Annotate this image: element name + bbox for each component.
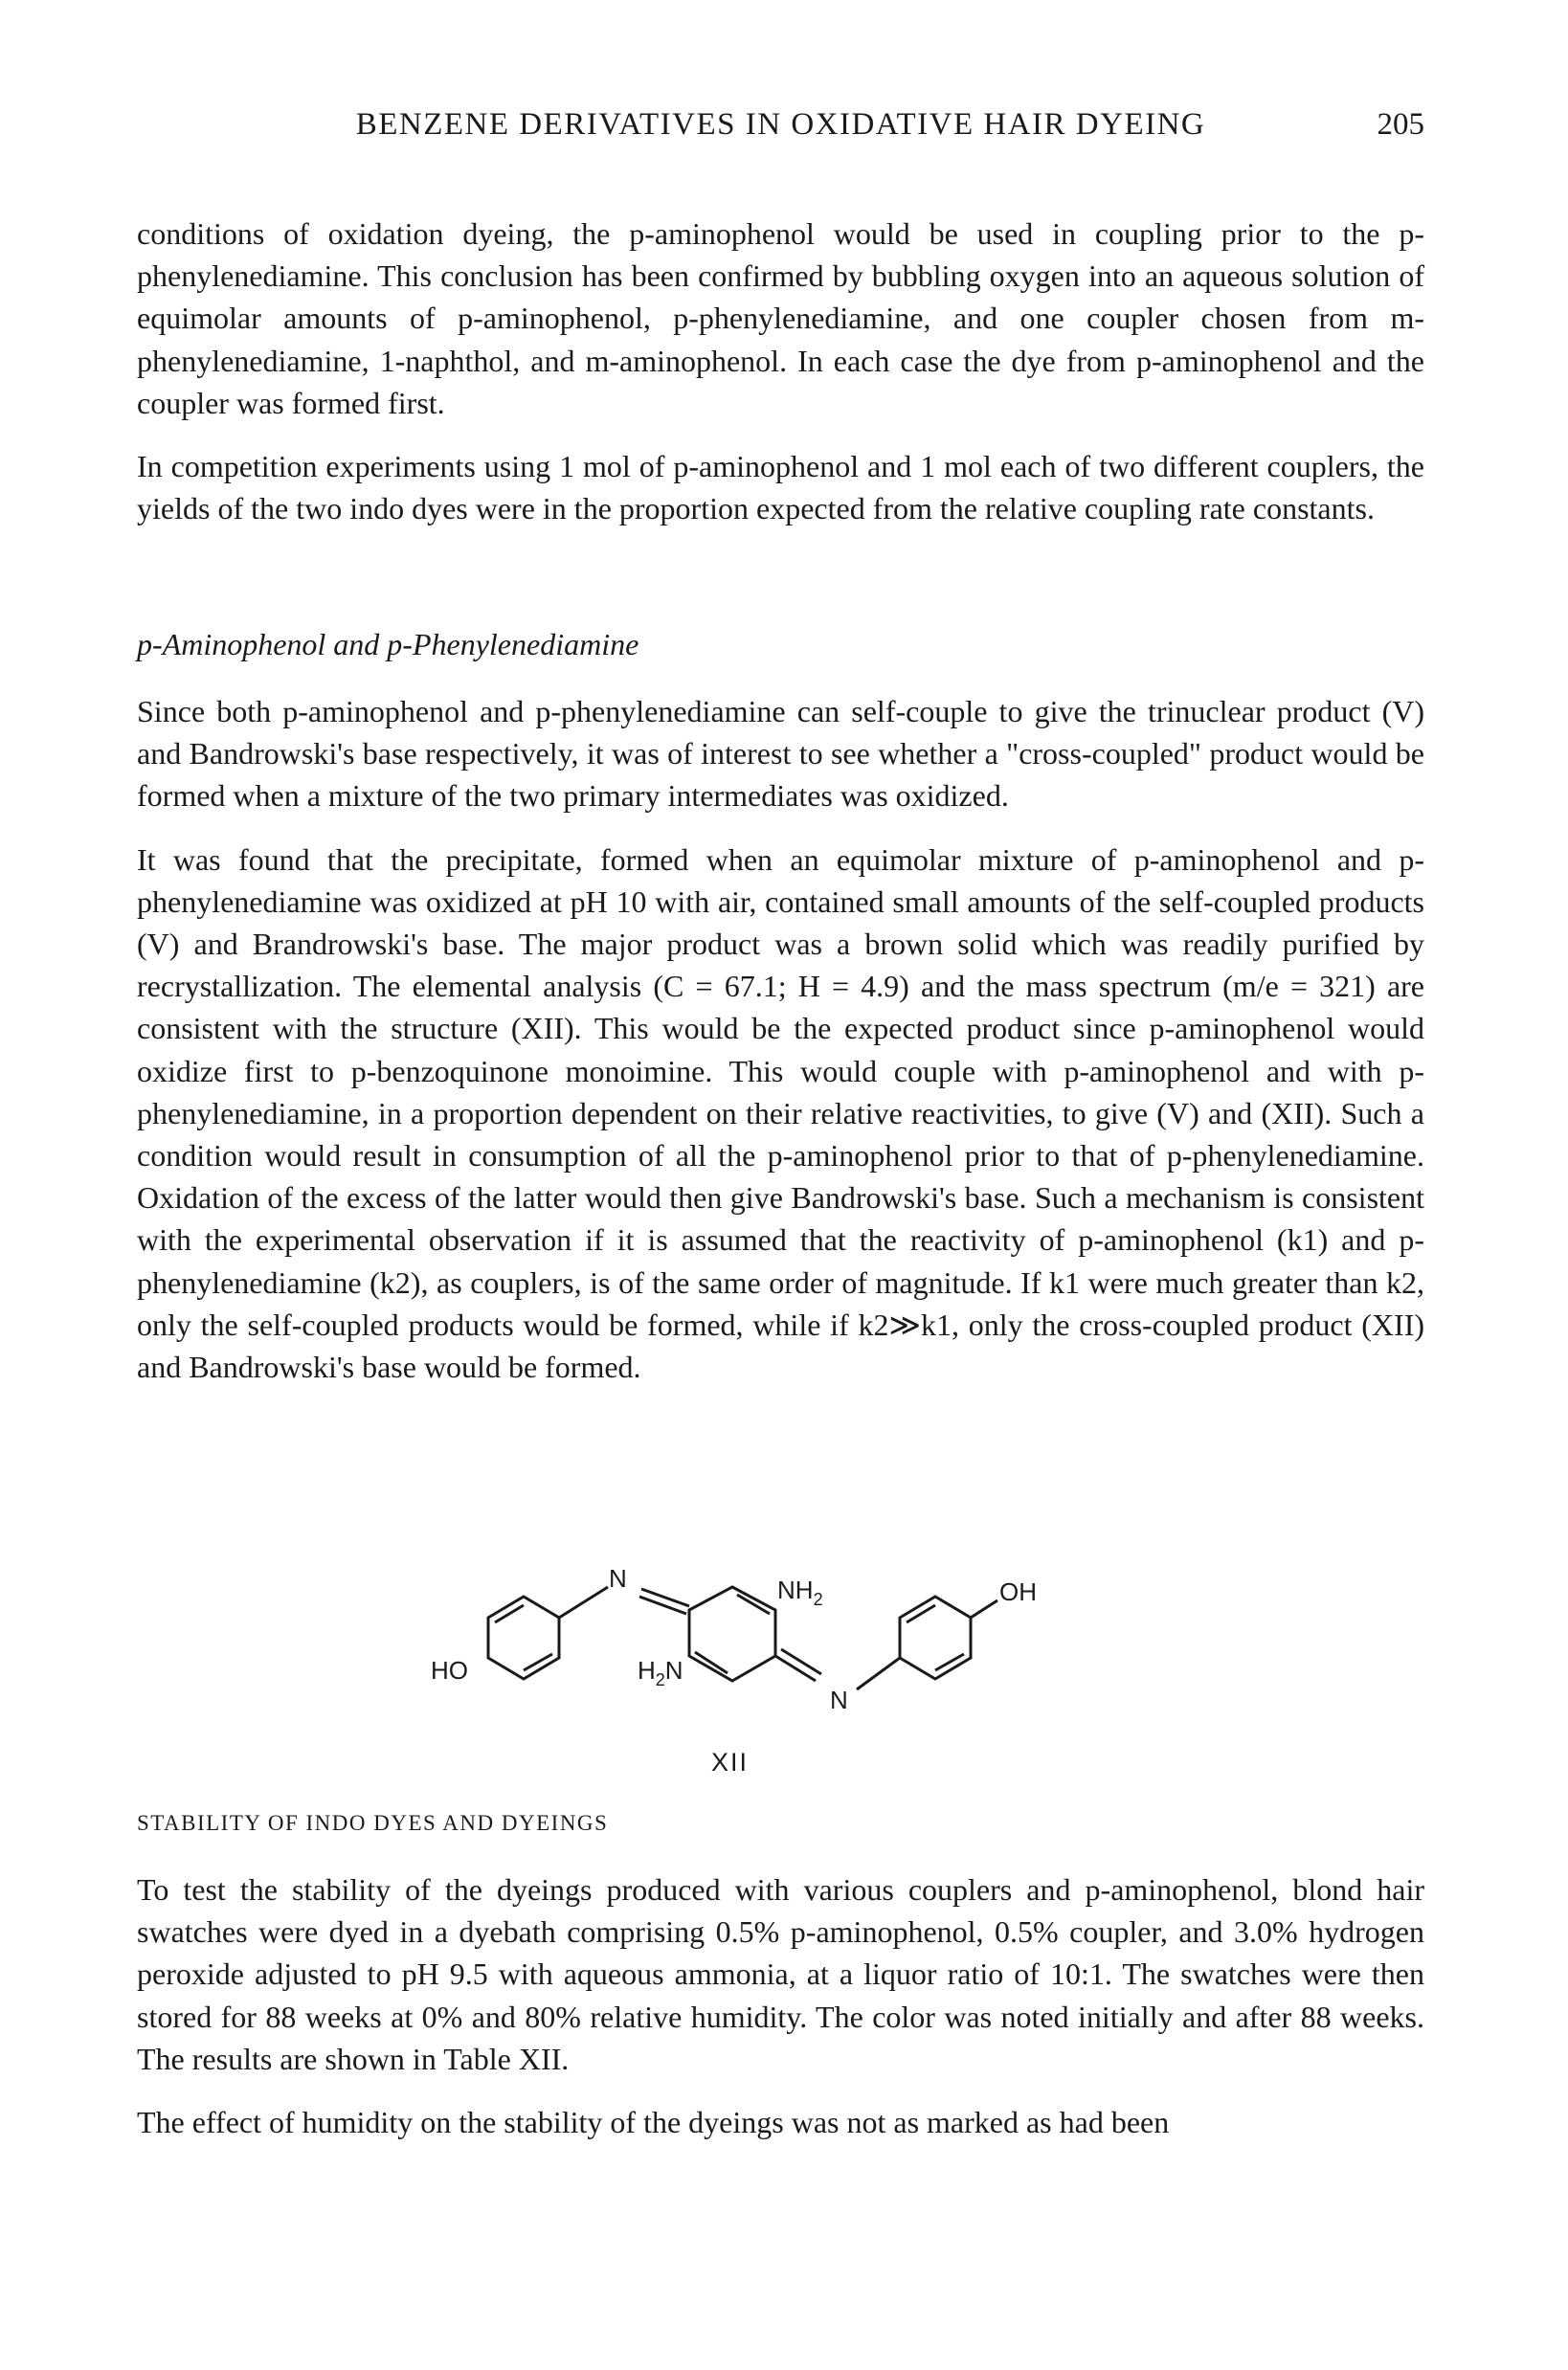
page-number: 205 bbox=[1377, 107, 1424, 142]
bond-n-to-ring bbox=[857, 1658, 900, 1689]
running-title: BENZENE DERIVATIVES IN OXIDATIVE HAIR DYEING bbox=[355, 107, 1206, 142]
atom-ho: HO bbox=[431, 1656, 468, 1685]
bond-ring-to-n bbox=[559, 1587, 608, 1618]
atom-n-bottom: N bbox=[830, 1686, 848, 1714]
paragraph-4: It was found that the precipitate, formed when an equimolar mixture of p-aminophenol and p-phenylenediamine was oxidized at pH 10 with air, contained small amounts of the self-coupled products (V) and Brandrowski's base. The major product was a brown solid which was readily purified by recrystallization. The elemental analysis (C = 67.1; H = 4.9) and the mass spectrum (m/e = 321) are consistent with the structure (XII). This would be the expected product since p-aminophenol would oxidize first to p-benzoquinone monoimine. This would couple with p-aminophenol and with p-phenylenediamine, in a proportion dependent on their relative reactivities, to give (V) and (XII). Such a condition would result in consumption of all the p-aminophenol prior to that of p-phenylenediamine. Oxidation of the excess of the latter would then give Bandrowski's base. Such a mechanism is consistent with the experimental observation if it is assumed that the reactivity of p-aminophenol (k1) and p-phenylenediamine (k2), as couplers, is of the same order of magnitude. If k1 were much greater than k2, only the self-coupled products would be formed, while if k2≫k1, only the cross-coupled product (XII) and Bandrowski's base would be formed. bbox=[137, 841, 1424, 1385]
chemical-structure-xii bbox=[402, 1493, 1187, 1752]
atom-h2n: $H_2N$ bbox=[638, 1656, 683, 1689]
paragraph-5: To test the stability of the dyeings produced with various couplers and p-aminophenol, blond hair swatches were dyed in a dyebath comprising 0.5% p-aminophenol, 0.5% coupler, and 3.0% hydrogen peroxide adjusted to pH 9.5 with aqueous ammonia, at a liquor ratio of 10:1. The swatches were then stored for 88 weeks at 0% and 80% relative humidity. The color was noted initially and after 88 weeks. The results are shown in Table XII. bbox=[137, 1872, 1424, 2076]
section-heading: STABILITY OF INDO DYES AND DYEINGS bbox=[137, 1811, 609, 1835]
body-block-3 bbox=[137, 1868, 1424, 2164]
compound-label: XII bbox=[711, 1748, 750, 1777]
body-block-1 bbox=[137, 212, 1424, 550]
paragraph-1: conditions of oxidation dyeing, the p-aminophenol would be used in coupling prior to the p-phenylenediamine. This conclusion has been confirmed by bubbling oxygen into an aqueous solution of equimolar amounts of p-aminophenol, p-phenylenediamine, and one coupler chosen from m-phenylenediamine, 1-naphthol, and m-aminophenol. In each case the dye from p-aminophenol and the coupler was formed first. bbox=[137, 216, 1424, 420]
phenol-ring-left bbox=[488, 1597, 559, 1679]
atom-oh: OH bbox=[999, 1577, 1037, 1606]
paragraph-3: Since both p-aminophenol and p-phenylenediamine can self-couple to give the trinuclear product (V) and Bandrowski's base respectively, it was of interest to see whether a "cross-coupled" product would be formed when a mixture of the two primary intermediates was oxidized. bbox=[137, 694, 1424, 814]
body-block-2 bbox=[137, 690, 1424, 1409]
paragraph-6: The effect of humidity on the stability of the dyeings was not as marked as had been bbox=[137, 2105, 1170, 2140]
double-bond-n bbox=[641, 1589, 689, 1606]
phenol-ring-right bbox=[900, 1597, 971, 1679]
atom-nh2: $NH_2$ bbox=[777, 1576, 823, 1609]
quinoid-ring bbox=[689, 1587, 775, 1681]
paragraph-2: In competition experiments using 1 mol of p-aminophenol and 1 mol each of two different couplers, the yields of the two indo dyes were in the proportion expected from the relative coupling rate constants. bbox=[137, 449, 1424, 526]
running-head bbox=[137, 103, 1424, 149]
atom-n-top: N bbox=[609, 1564, 627, 1593]
subsection-heading: p-Aminophenol and p-Phenylenediamine bbox=[137, 627, 639, 661]
